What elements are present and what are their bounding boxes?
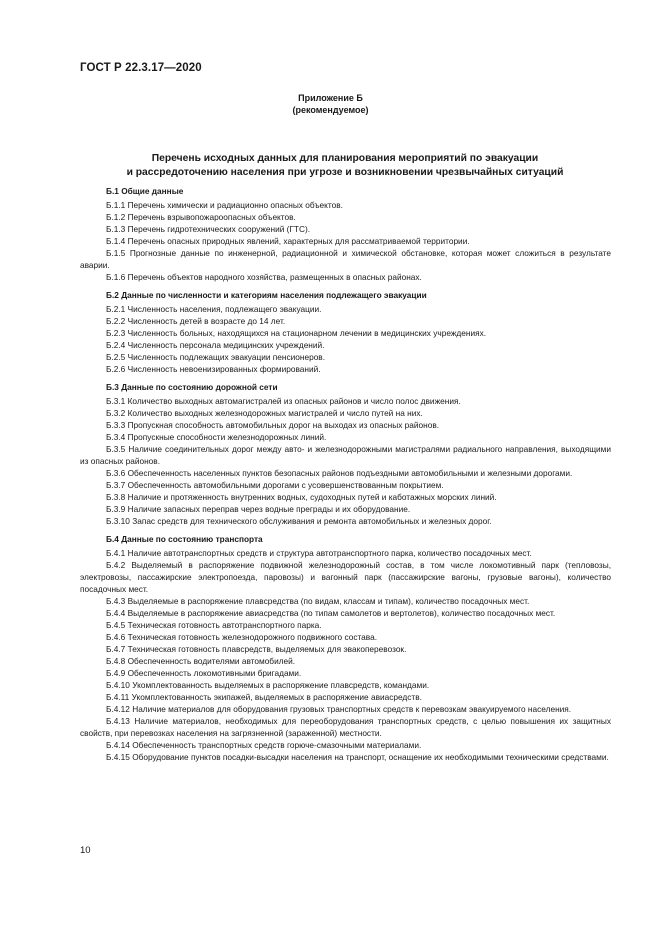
list-item: Б.4.5 Техническая готовность автотранспортного парка. [106,620,322,630]
list-item: Б.4.13 Наличие материалов, необходимых для переоборудования транспортных средств, с целью повышения их защитных свойств, при перевозках населения на загрязненной (зараженной) местности. [80,716,611,738]
list-item: Б.4.8 Обеспеченность водителями автомобилей. [106,656,296,666]
section-items [80,547,611,763]
appendix-header [0,92,661,116]
list-item: Б.4.1 Наличие автотранспортных средств и структура автотранспортного парка, количество посадочных мест. [106,548,532,558]
list-item: Б.3.8 Наличие и протяженность внутренних водных, судоходных путей и каботажных морских линий. [106,492,497,502]
list-item: Б.4.11 Укомплектованность экипажей, выделяемых в распоряжение авиасредств. [106,692,422,702]
list-item: Б.1.5 Прогнозные данные по инженерной, радиационной и химической обстановке, которая может сложиться в результате аварии. [80,248,611,270]
section-items [80,395,611,527]
title-line-1: Перечень исходных данных для планирования мероприятий по эвакуации [151,153,539,164]
section-heading: Б.2 Данные по численности и категориям населения подлежащего эвакуации [106,290,427,300]
section-heading: Б.1 Общие данные [106,186,184,196]
list-item: Б.4.15 Оборудование пунктов посадки-высадки населения на транспорт, оснащение их необходимыми техническими средствами. [106,752,609,762]
list-item: Б.4.10 Укомплектованность выделяемых в распоряжение плавсредств, командами. [106,680,430,690]
list-item: Б.4.4 Выделяемые в распоряжение авиасредства (по типам самолетов и вертолетов), количество посадочных мест. [106,608,556,618]
list-item: Б.1.1 Перечень химически и радиационно опасных объектов. [106,200,343,210]
list-item: Б.4.6 Техническая готовность железнодорожного подвижного состава. [106,632,378,642]
list-item: Б.3.9 Наличие запасных переправ через водные преграды и их оборудование. [106,504,411,514]
list-item: Б.3.6 Обеспеченность населенных пунктов безопасных районов подъездными автомобильными и железными дорогами. [106,468,573,478]
list-item: Б.3.5 Наличие соединительных дорог между авто- и железнодорожными магистралями радиального направления, выходящими из опасных районов. [80,444,611,466]
list-item: Б.1.2 Перечень взрывопожароопасных объектов. [106,212,296,222]
list-item: Б.2.2 Численность детей в возрасте до 14 лет. [106,316,286,326]
appendix-label: Приложение Б [298,93,363,103]
page-number: 10 [80,845,91,856]
list-item: Б.1.4 Перечень опасных природных явлений, характерных для рассматриваемой территории. [106,236,470,246]
section-heading: Б.4 Данные по состоянию транспорта [106,534,263,544]
appendix-type: (рекомендуемое) [292,105,369,115]
document-body [80,185,611,763]
list-item: Б.2.6 Численность невоенизированных формирований. [106,364,321,374]
list-item: Б.2.5 Численность подлежащих эвакуации пенсионеров. [106,352,326,362]
list-item: Б.1.6 Перечень объектов народного хозяйства, размещенных в опасных районах. [106,272,422,282]
list-item: Б.4.9 Обеспеченность локомотивными бригадами. [106,668,302,678]
document-title [80,152,610,180]
list-item: Б.4.12 Наличие материалов для оборудования грузовых транспортных средств к перевозкам эвакуируемого населения. [106,704,572,714]
list-item: Б.4.14 Обеспеченность транспортных средств горюче-смазочными материалами. [106,740,422,750]
list-item: Б.4.3 Выделяемые в распоряжение плавсредства (по видам, классам и типам), количество посадочных мест. [106,596,530,606]
document-code: ГОСТ Р 22.3.17—2020 [80,62,202,74]
section-items [80,303,611,375]
list-item: Б.2.4 Численность персонала медицинских учреждений. [106,340,325,350]
list-item: Б.3.1 Количество выходных автомагистралей из опасных районов и число полос движения. [106,396,461,406]
list-item: Б.1.3 Перечень гидротехнических сооружений (ГТС). [106,224,311,234]
list-item: Б.2.1 Численность населения, подлежащего эвакуации. [106,304,322,314]
list-item: Б.3.2 Количество выходных железнодорожных магистралей и число путей на них. [106,408,423,418]
list-item: Б.3.4 Пропускные способности железнодорожных линий. [106,432,327,442]
list-item: Б.3.7 Обеспеченность автомобильными дорогами с усовершенствованным покрытием. [106,480,444,490]
list-item: Б.3.10 Запас средств для технического обслуживания и ремонта автомобильных и железных дорог. [106,516,492,526]
section-heading: Б.3 Данные по состоянию дорожной сети [106,382,278,392]
section-items [80,199,611,283]
list-item: Б.4.7 Техническая готовность плавсредств, выделяемых для эвакоперевозок. [106,644,407,654]
list-item: Б.4.2 Выделяемый в распоряжение подвижной железнодорожный состав, в том числе локомотивный парк (тепловозы, электровозы, пассажирские электропоезда, паровозы) и вагонный парк (пассажирские вагоны, грузовые вагоны), количество посадочных мест. [80,560,611,594]
title-line-2: и рассредоточению населения при угрозе и возникновении чрезвычайных ситуаций [126,167,564,178]
list-item: Б.2.3 Численность больных, находящихся на стационарном лечении в медицинских учреждениях. [106,328,487,338]
list-item: Б.3.3 Пропускная способность автомобильных дорог на выходах из опасных районов. [106,420,440,430]
